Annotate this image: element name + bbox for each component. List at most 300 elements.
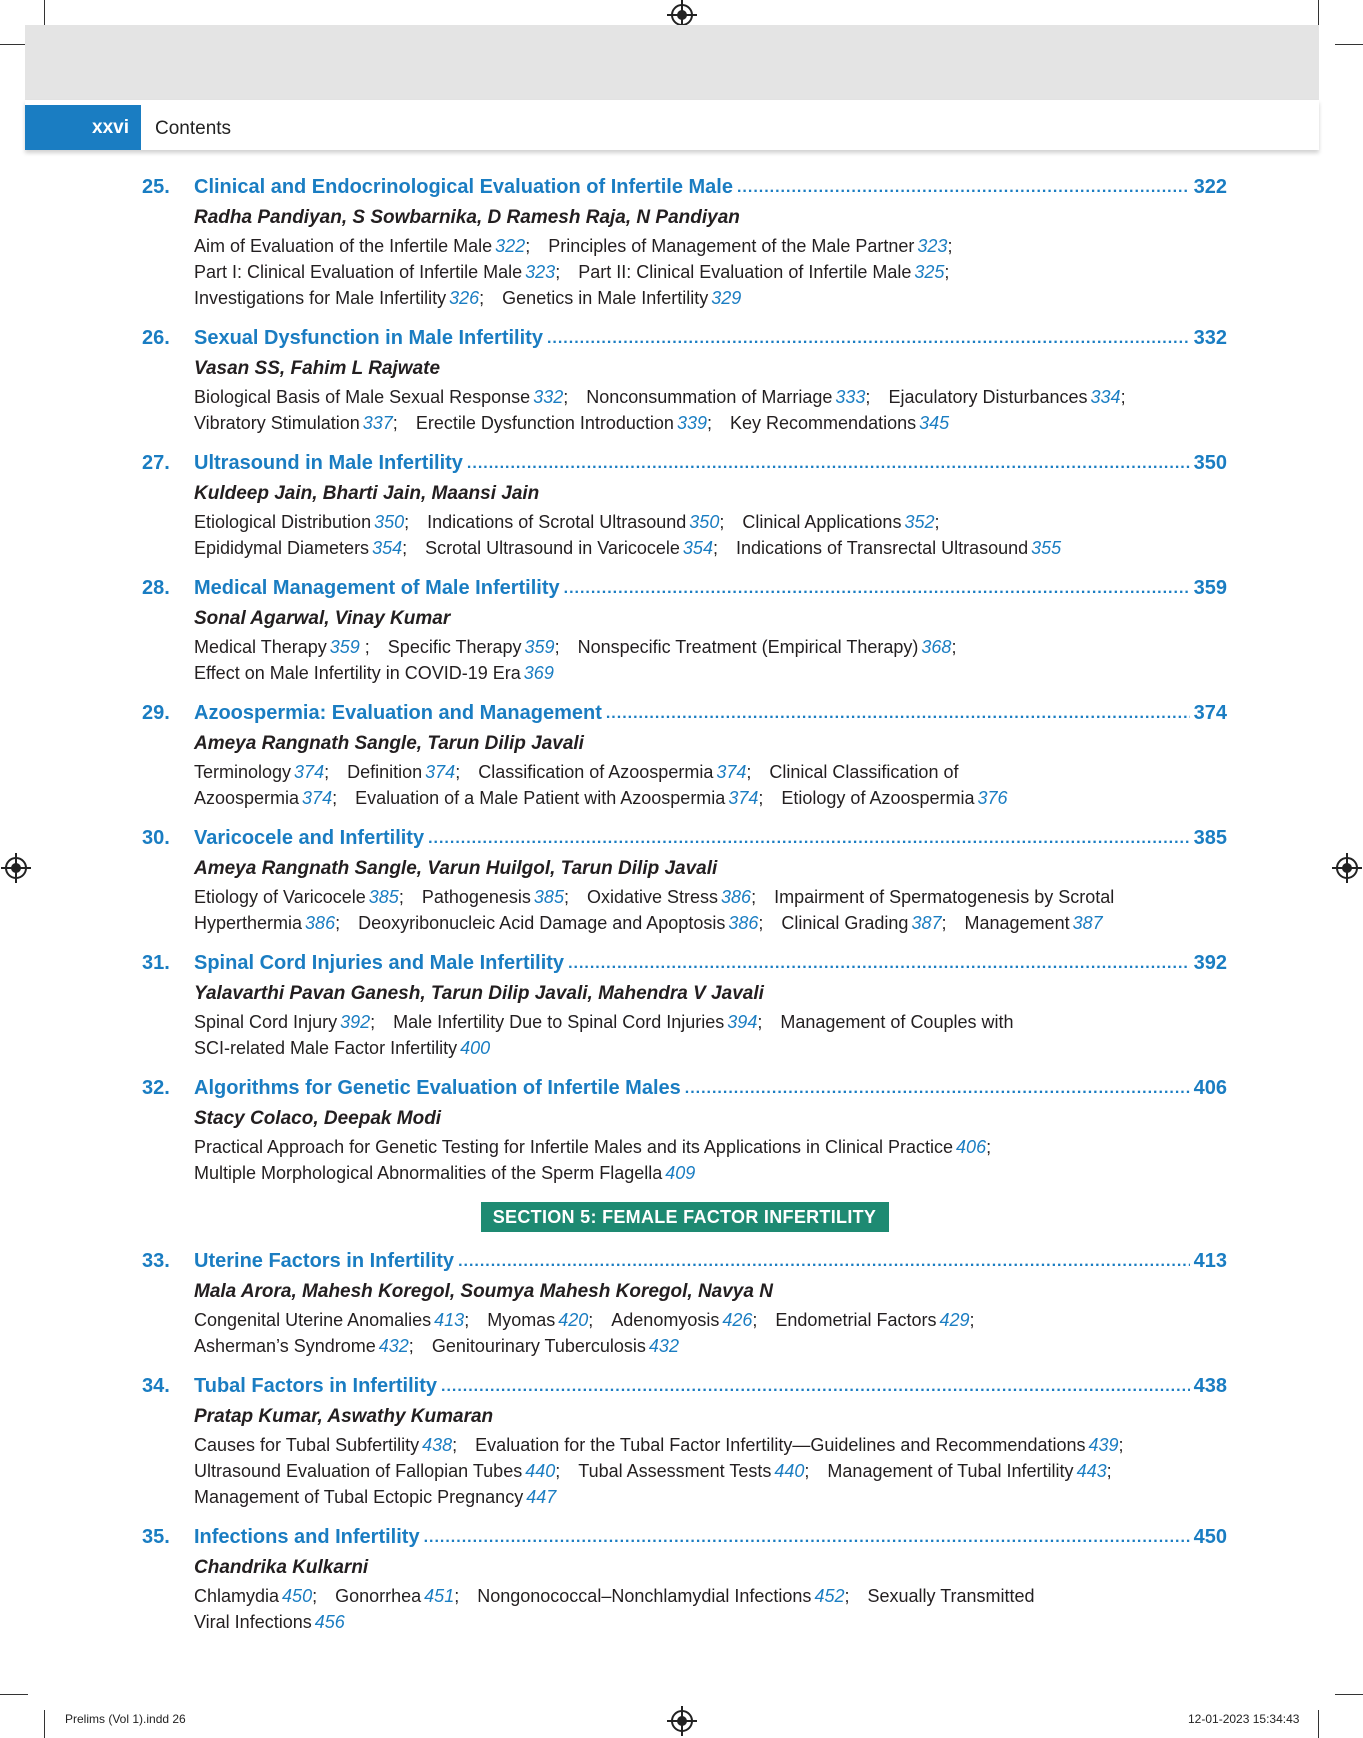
topic-separator: ; [408, 1336, 414, 1356]
topic-line [194, 660, 1227, 686]
topic-separator: ; [455, 762, 461, 782]
topic-line [194, 1458, 1227, 1484]
topic-item [781, 913, 964, 933]
chapter-entry [142, 176, 1227, 311]
topic-page[interactable]: 413 [434, 1310, 465, 1330]
topic-text: Clinical Applications [742, 512, 902, 532]
crop-mark [1318, 1710, 1319, 1738]
topic-text: Etiology of Varicocele [194, 887, 366, 907]
topic-page[interactable]: 450 [282, 1586, 313, 1606]
topic-text: Nonconsummation of Marriage [586, 387, 833, 407]
topic-separator: ; [751, 887, 757, 907]
topic-text: Clinical Classification of [769, 762, 959, 782]
topic-page[interactable]: 374 [728, 788, 759, 808]
topic-separator: ; [969, 1310, 975, 1330]
chapter-topics [142, 1307, 1227, 1359]
topic-text: Key Recommendations [730, 413, 917, 433]
chapter-heading [142, 827, 1227, 855]
topic-page[interactable]: 385 [368, 887, 399, 907]
dot-leader [441, 1378, 1190, 1396]
topic-text: Asherman’s Syndrome [194, 1336, 376, 1356]
topic-page[interactable]: 386 [305, 913, 336, 933]
dot-leader [428, 830, 1190, 848]
chapter-topics [142, 509, 1227, 561]
topic-page[interactable]: 432 [648, 1336, 679, 1356]
topic-item [578, 637, 975, 657]
topic-line [194, 1432, 1227, 1458]
chapter-title[interactable]: Ultrasound in Male Infertility [194, 452, 463, 474]
topic-item [358, 913, 781, 933]
topic-page[interactable]: 440 [774, 1461, 805, 1481]
dot-leader [547, 330, 1190, 348]
crop-mark [44, 0, 45, 28]
chapter-number: 28. [142, 577, 170, 599]
chapter-entry [142, 452, 1227, 561]
chapter-authors: Kuldeep Jain, Bharti Jain, Maansi Jain [194, 483, 540, 504]
topic-item [194, 1336, 432, 1356]
topic-item [868, 1586, 1035, 1606]
topic-item [335, 1586, 477, 1606]
topic-item [587, 887, 774, 907]
topic-item [422, 887, 587, 907]
topic-separator: ; [1106, 1461, 1112, 1481]
topic-page[interactable]: 354 [372, 538, 403, 558]
registration-mark-icon [671, 1710, 693, 1732]
topic-item [194, 913, 358, 933]
topic-separator: ; [865, 387, 871, 407]
topic-page[interactable]: 440 [525, 1461, 556, 1481]
topic-item [194, 387, 586, 407]
topic-item [194, 788, 355, 808]
chapter-entry [142, 952, 1227, 1061]
topic-page[interactable]: 323 [525, 262, 556, 282]
topic-item [487, 1310, 611, 1330]
topic-page[interactable]: 451 [424, 1586, 455, 1606]
topic-text: Endometrial Factors [775, 1310, 937, 1330]
topic-text: Investigations for Male Infertility [194, 288, 447, 308]
topic-line [194, 285, 1227, 311]
topic-separator: ; [563, 387, 569, 407]
topic-item [194, 1137, 1009, 1157]
topic-page[interactable]: 355 [1031, 538, 1062, 558]
topic-separator: ; [719, 512, 725, 532]
topic-separator: ; [398, 887, 404, 907]
topic-item [194, 1012, 393, 1032]
crop-mark [1335, 44, 1363, 45]
topic-text: Epididymal Diameters [194, 538, 370, 558]
topic-page[interactable]: 322 [495, 236, 526, 256]
topic-separator: ; [335, 913, 341, 933]
topic-item [194, 1612, 345, 1632]
chapter-page[interactable]: 438 [1193, 1375, 1227, 1397]
chapter-entry [142, 577, 1227, 686]
topic-item [578, 1461, 827, 1481]
topic-item [355, 788, 781, 808]
chapter-authors: Yalavarthi Pavan Ganesh, Tarun Dilip Javali, Mahendra V Javali [194, 983, 764, 1004]
chapter-page[interactable]: 385 [1193, 827, 1227, 849]
chapter-number: 34. [142, 1375, 170, 1397]
chapter-page[interactable]: 322 [1193, 176, 1227, 198]
topic-text: Aim of Evaluation of the Infertile Male [194, 236, 493, 256]
chapter-entry [142, 327, 1227, 436]
topic-page[interactable]: 426 [722, 1310, 753, 1330]
topic-item [194, 1310, 487, 1330]
crop-mark [0, 1694, 28, 1695]
topic-text: Management of Tubal Infertility [827, 1461, 1074, 1481]
topic-separator: ; [757, 1012, 763, 1032]
chapter-number: 33. [142, 1250, 170, 1272]
topic-page[interactable]: 376 [977, 788, 1008, 808]
topic-page[interactable]: 339 [676, 413, 707, 433]
topic-line [194, 1583, 1227, 1609]
chapter-list [142, 1250, 1227, 1635]
topic-text: Sexually Transmitted [867, 1586, 1035, 1606]
topic-separator: ; [1118, 1435, 1124, 1455]
topic-item [194, 1038, 490, 1058]
topic-item [427, 512, 742, 532]
topic-item [502, 288, 741, 308]
chapter-title[interactable]: Varicocele and Infertility [194, 827, 425, 849]
topic-page[interactable]: 359 [524, 637, 555, 657]
topic-page[interactable]: 323 [917, 236, 948, 256]
running-head: Contents [155, 118, 232, 139]
topic-page[interactable]: 432 [378, 1336, 409, 1356]
topic-separator: ; [1120, 387, 1126, 407]
chapter-topics [142, 634, 1227, 686]
chapter-number: 29. [142, 702, 170, 724]
topic-text: Nongonococcal–Nonchlamydial Infections [477, 1586, 812, 1606]
topic-item [730, 413, 949, 433]
topic-text: Ultrasound Evaluation of Fallopian Tubes [194, 1461, 523, 1481]
topic-page[interactable]: 447 [526, 1487, 557, 1507]
chapter-authors: Sonal Agarwal, Vinay Kumar [194, 608, 451, 629]
topic-page[interactable]: 374 [302, 788, 333, 808]
registration-mark-icon [1336, 857, 1358, 879]
topic-separator: ; [934, 512, 940, 532]
chapter-heading [142, 1375, 1227, 1403]
topic-separator: ; [312, 1586, 318, 1606]
topic-item [781, 788, 1007, 808]
chapter-page[interactable]: 332 [1193, 327, 1227, 349]
chapter-page[interactable]: 406 [1193, 1077, 1227, 1099]
topic-page[interactable]: 409 [665, 1163, 696, 1183]
chapter-page[interactable]: 392 [1193, 952, 1227, 974]
crop-mark [44, 1710, 45, 1738]
topic-line [194, 910, 1227, 936]
topic-text: Principles of Management of the Male Partner [548, 236, 915, 256]
crop-mark [0, 44, 28, 45]
chapter-entry [142, 1077, 1227, 1186]
topic-page[interactable]: 374 [716, 762, 747, 782]
topic-item [194, 663, 554, 683]
topic-page[interactable]: 350 [689, 512, 720, 532]
topic-page[interactable]: 374 [294, 762, 325, 782]
chapter-number: 35. [142, 1526, 170, 1548]
chapter-heading [142, 952, 1227, 980]
topic-item [194, 1487, 556, 1507]
topic-item [194, 1586, 335, 1606]
chapter-authors: Vasan SS, Fahim L Rajwate [194, 358, 441, 379]
chapter-authors: Mala Arora, Mahesh Koregol, Soumya Mahesh Koregol, Navya N [194, 1281, 773, 1302]
topic-line [194, 785, 1227, 811]
topic-item [194, 288, 502, 308]
topic-page[interactable]: 326 [449, 288, 480, 308]
topic-separator: ; [324, 762, 330, 782]
chapter-topics [142, 1134, 1227, 1186]
topic-text: Spinal Cord Injury [194, 1012, 338, 1032]
chapter-topics [142, 1009, 1227, 1061]
topic-line [194, 384, 1227, 410]
chapter-page[interactable]: 374 [1193, 702, 1227, 724]
topic-item [780, 1012, 1013, 1032]
topic-page[interactable]: 386 [721, 887, 752, 907]
topic-page[interactable]: 439 [1088, 1435, 1119, 1455]
chapter-title[interactable]: Azoospermia: Evaluation and Management [194, 702, 602, 724]
topic-page[interactable]: 332 [533, 387, 564, 407]
topic-item [742, 512, 957, 532]
topic-page[interactable]: 438 [422, 1435, 453, 1455]
topic-separator: ; [479, 288, 485, 308]
chapter-authors: Ameya Rangnath Sangle, Tarun Dilip Javali [194, 733, 584, 754]
topic-page[interactable]: 429 [939, 1310, 970, 1330]
topic-line [194, 1484, 1227, 1510]
topic-page[interactable]: 325 [914, 262, 945, 282]
topic-item [769, 762, 958, 782]
chapter-entry [142, 827, 1227, 936]
topic-page[interactable]: 387 [1072, 913, 1103, 933]
topic-separator: ; [563, 887, 569, 907]
topic-page[interactable]: 337 [362, 413, 393, 433]
chapter-number: 30. [142, 827, 170, 849]
crop-mark [1335, 1694, 1363, 1695]
topic-item [477, 1586, 867, 1606]
topic-page[interactable]: 345 [919, 413, 950, 433]
topic-text: Classification of Azoospermia [478, 762, 714, 782]
topic-page[interactable]: 443 [1076, 1461, 1107, 1481]
topic-line [194, 1333, 1227, 1359]
topic-separator: ; [986, 1137, 992, 1157]
topic-page[interactable]: 400 [460, 1038, 491, 1058]
topic-text: Scrotal Ultrasound in Varicocele [425, 538, 680, 558]
topic-text: Indications of Scrotal Ultrasound [427, 512, 687, 532]
date-slug: 12-01-2023 15:34:43 [1188, 1712, 1300, 1726]
chapter-heading [142, 1526, 1227, 1554]
topic-separator: ; [707, 413, 713, 433]
topic-line [194, 1160, 1227, 1186]
topic-text: Indications of Transrectal Ultrasound [735, 538, 1029, 558]
chapter-topics [142, 884, 1227, 936]
dot-leader [467, 455, 1190, 473]
topic-page[interactable]: 333 [835, 387, 866, 407]
topic-text: Pathogenesis [421, 887, 531, 907]
topic-page[interactable]: 420 [558, 1310, 589, 1330]
file-slug: Prelims (Vol 1).indd 26 [65, 1712, 186, 1726]
topic-item [194, 236, 548, 256]
chapter-heading [142, 176, 1227, 204]
chapter-page[interactable]: 450 [1193, 1526, 1227, 1548]
topic-separator: ; [712, 538, 718, 558]
topic-page[interactable]: 392 [340, 1012, 371, 1032]
topic-separator: ; [555, 1461, 561, 1481]
topic-line [194, 1134, 1227, 1160]
topic-line [194, 1609, 1227, 1635]
topic-item [425, 538, 736, 558]
topic-page[interactable]: 368 [921, 637, 952, 657]
topic-text: Part II: Clinical Evaluation of Infertile Male [578, 262, 912, 282]
topic-separator: ; [844, 1586, 850, 1606]
topic-line [194, 535, 1227, 561]
topic-line [194, 634, 1227, 660]
topic-text: Male Infertility Due to Spinal Cord Injuries [393, 1012, 725, 1032]
chapter-page[interactable]: 413 [1193, 1250, 1227, 1272]
chapter-authors: Chandrika Kulkarni [194, 1557, 369, 1578]
topic-separator: ; [525, 236, 531, 256]
topic-page[interactable]: 329 [711, 288, 742, 308]
topic-page[interactable]: 394 [727, 1012, 758, 1032]
topic-separator: ; [944, 262, 950, 282]
topic-item [888, 387, 1143, 407]
topic-text: Myomas [487, 1310, 556, 1330]
topic-text: Oxidative Stress [586, 887, 719, 907]
topic-separator: ; [804, 1461, 810, 1481]
topic-separator: ; [746, 762, 752, 782]
topic-text: Management of Couples with [780, 1012, 1014, 1032]
topic-item [388, 637, 578, 657]
chapter-page[interactable]: 350 [1193, 452, 1227, 474]
topic-page[interactable]: 352 [904, 512, 935, 532]
topic-separator: ; [404, 512, 410, 532]
chapter-topics [142, 1583, 1227, 1635]
topic-item [548, 236, 970, 256]
topic-item [827, 1461, 1129, 1481]
chapter-page[interactable]: 359 [1193, 577, 1227, 599]
dot-leader [568, 955, 1190, 973]
topic-item [775, 1310, 992, 1330]
table-of-contents [142, 176, 1227, 1651]
topic-separator: ; [402, 538, 408, 558]
chapter-heading [142, 452, 1227, 480]
dot-leader [737, 179, 1190, 197]
topic-separator: ; [947, 236, 953, 256]
chapter-title[interactable]: Clinical and Endocrinological Evaluation of Infertile Male [194, 176, 733, 198]
topic-text: Effect on Male Infertility in COVID-19 Era [194, 663, 521, 683]
topic-text: Causes for Tubal Subfertility [194, 1435, 420, 1455]
dot-leader [606, 705, 1190, 723]
chapter-title[interactable]: Spinal Cord Injuries and Male Infertility [194, 952, 565, 974]
topic-item [194, 887, 422, 907]
topic-item [478, 762, 769, 782]
topic-item [611, 1310, 775, 1330]
chapter-entry [142, 702, 1227, 811]
topic-item [194, 512, 427, 532]
topic-text: Impairment of Spermatogenesis by Scrotal [774, 887, 1115, 907]
topic-line [194, 1009, 1227, 1035]
topic-item [194, 538, 425, 558]
topic-page[interactable]: 350 [374, 512, 405, 532]
topic-item [578, 262, 967, 282]
chapter-title[interactable]: Medical Management of Male Infertility [194, 577, 560, 599]
topic-separator: ; [454, 1586, 460, 1606]
chapter-entry [142, 1375, 1227, 1510]
topic-line [194, 233, 1227, 259]
topic-page[interactable]: 452 [814, 1586, 845, 1606]
topic-line [194, 509, 1227, 535]
chapter-topics [142, 384, 1227, 436]
chapter-title[interactable]: Infections and Infertility [194, 1526, 420, 1548]
topic-item [475, 1435, 1141, 1455]
topic-text: Practical Approach for Genetic Testing for Infertile Males and its Applications in Clinical Practice [194, 1137, 954, 1157]
chapter-authors: Pratap Kumar, Aswathy Kumaran [194, 1406, 494, 1427]
topic-page[interactable]: 374 [425, 762, 456, 782]
topic-text: Definition [347, 762, 423, 782]
topic-item [586, 387, 888, 407]
topic-page[interactable]: 369 [523, 663, 554, 683]
topic-separator: ; [588, 1310, 594, 1330]
chapter-number: 25. [142, 176, 170, 198]
topic-text: Viral Infections [194, 1612, 312, 1632]
chapter-title[interactable]: Sexual Dysfunction in Male Infertility [194, 327, 543, 349]
topic-separator: ; [555, 262, 561, 282]
topic-page[interactable]: 387 [911, 913, 942, 933]
section-banner: SECTION 5: FEMALE FACTOR INFERTILITY [481, 1202, 889, 1232]
topic-page[interactable]: 385 [533, 887, 564, 907]
topic-page[interactable]: 334 [1090, 387, 1121, 407]
topic-text: Adenomyosis [611, 1310, 720, 1330]
topic-line [194, 884, 1227, 910]
topic-text: SCI-related Male Factor Infertility [194, 1038, 458, 1058]
topic-item [736, 538, 1061, 558]
topic-item [194, 1163, 695, 1183]
chapter-title[interactable]: Uterine Factors in Infertility [194, 1250, 455, 1272]
topic-text: Deoxyribonucleic Acid Damage and Apoptosis [358, 913, 726, 933]
topic-item [347, 762, 478, 782]
chapter-title[interactable]: Tubal Factors in Infertility [194, 1375, 437, 1397]
page-number: xxvi [25, 105, 141, 150]
chapter-heading [142, 1250, 1227, 1278]
topic-text: Multiple Morphological Abnormalities of the Sperm Flagella [194, 1163, 663, 1183]
registration-mark-icon [5, 857, 27, 879]
topic-separator: ; [464, 1310, 470, 1330]
dot-leader [424, 1529, 1190, 1547]
topic-item [393, 1012, 780, 1032]
topic-page[interactable]: 359 [329, 637, 360, 657]
topic-separator: ; [941, 913, 947, 933]
chapter-topics [142, 1432, 1227, 1510]
topic-separator: ; [359, 637, 370, 657]
topic-page[interactable]: 406 [956, 1137, 987, 1157]
topic-item [416, 413, 730, 433]
topic-text: Specific Therapy [387, 637, 522, 657]
chapter-number: 32. [142, 1077, 170, 1099]
topic-page[interactable]: 456 [314, 1612, 345, 1632]
chapter-number: 31. [142, 952, 170, 974]
topic-text: Terminology [194, 762, 292, 782]
topic-text: Nonspecific Treatment (Empirical Therapy) [577, 637, 919, 657]
topic-page[interactable]: 386 [728, 913, 759, 933]
topic-text: Management of Tubal Ectopic Pregnancy [194, 1487, 524, 1507]
topic-page[interactable]: 354 [682, 538, 713, 558]
chapter-authors: Stacy Colaco, Deepak Modi [194, 1108, 442, 1129]
chapter-list [142, 176, 1227, 1186]
topic-item [432, 1336, 679, 1356]
topic-text: Erectile Dysfunction Introduction [415, 413, 674, 433]
topic-separator: ; [554, 637, 560, 657]
chapter-heading [142, 702, 1227, 730]
topic-separator: ; [452, 1435, 458, 1455]
chapter-title[interactable]: Algorithms for Genetic Evaluation of Infertile Males [194, 1077, 681, 1099]
topic-item [194, 762, 347, 782]
topic-text: Management [964, 913, 1070, 933]
